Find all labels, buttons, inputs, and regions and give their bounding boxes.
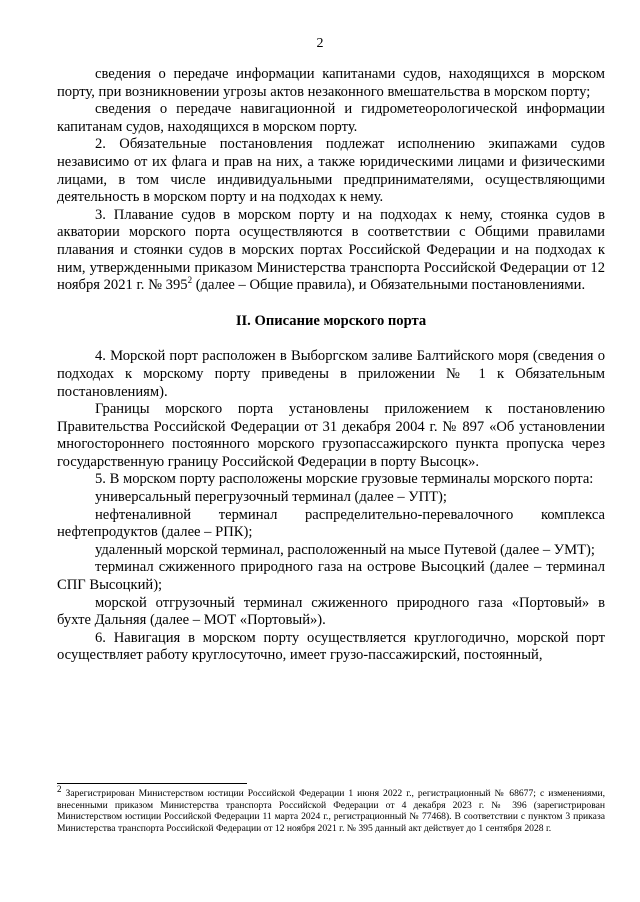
paragraph: 2. Обязательные постановления подлежат исполнению экипажами судов независимо от их флага и прав на них, а также юридическими лицами и физическими лицами, в том числе индивидуальными предпринимателями, осуществляющими деятельность в морском порту и на подходах к нему. [57, 136, 605, 206]
list-item: морской отгрузочный терминал сжиженного природного газа «Портовый» в бухте Дальняя (далее – МОТ «Портовый»). [57, 594, 605, 629]
paragraph [57, 207, 605, 295]
paragraph-text: (далее – Общие правила), и Обязательными постановлениями. [195, 277, 586, 294]
paragraph: сведения о передаче информации капитанами судов, находящихся в морском порту, при возникновении угрозы актов незаконного вмешательства в морском порту; [57, 66, 605, 100]
paragraph: Границы морского порта установлены приложением к постановлению Правительства Российской Федерации от 31 декабря 2004 г. № 897 «Об установлении многостороннего постоянного морского грузопассажирского пункта пропуска через государственную границу Российской Федерации в порту Высоцк». [57, 401, 605, 470]
list-item: универсальный перегрузочный терминал (далее – УПТ); [95, 489, 447, 506]
paragraph: 4. Морской порт расположен в Выборгском заливе Балтийского моря (сведения о подходах к морскому порту приведены в приложении № 1 к Обязательным постановлениям). [57, 348, 605, 400]
list-item: удаленный морской терминал, расположенный на мысе Путевой (далее – УМТ); [95, 541, 595, 558]
section-heading: II. Описание морского порта [235, 312, 427, 329]
footnote-text [57, 783, 605, 834]
list-item: терминал сжиженного природного газа на острове Высоцкий (далее – терминал СПГ Высоцкий); [57, 559, 605, 594]
paragraph: 5. В морском порту расположены морские грузовые терминалы морского порта: [95, 471, 594, 488]
footnote-marker: 2 [57, 783, 62, 794]
footnote-divider [57, 783, 247, 784]
paragraph: сведения о передаче навигационной и гидрометеорологической информации капитанам судов, находящихся в морском порту. [57, 101, 605, 135]
list-item: нефтеналивной терминал распределительно-перевалочного комплекса нефтепродуктов (далее – РПК); [57, 506, 605, 541]
paragraph-text: 3. Плавание судов в морском порту и на подходах к нему, стоянка судов в акватории морского порта осуществляются в соответствии с Общими правилами плавания и стоянки судов в морских портах Российской Федерации и на подходах к ним, утвержденными приказом Министерства транспорта Российской Федерации от 12 ноября 2021 г. № 395 [57, 206, 605, 294]
footnote-body: Зарегистрирован Министерством юстиции Российской Федерации 1 июня 2022 г., регистрационный № 68677; с изменениями, внесенными приказом Министерства транспорта Российской Федерации от 4 декабря 2023 г. № 396 (зарегистрирован Министерством юстиции Российской Федерации 11 марта 2024 г., регистрационный № 77468). В соответствии с пунктом 3 приказа Министерства транспорта Российской Федерации от 12 ноября 2021 г. № 395 данный акт действует до 1 сентября 2028 г. [57, 788, 605, 834]
footnote-reference: 2 [187, 275, 193, 286]
document-body [57, 66, 605, 665]
page-number: 2 [316, 36, 324, 51]
paragraph: 6. Навигация в морском порту осуществляется круглогодично, морской порт осуществляет работу круглосуточно, имеет грузо-пассажирский, постоянный, [57, 629, 605, 664]
footnote [57, 783, 605, 834]
